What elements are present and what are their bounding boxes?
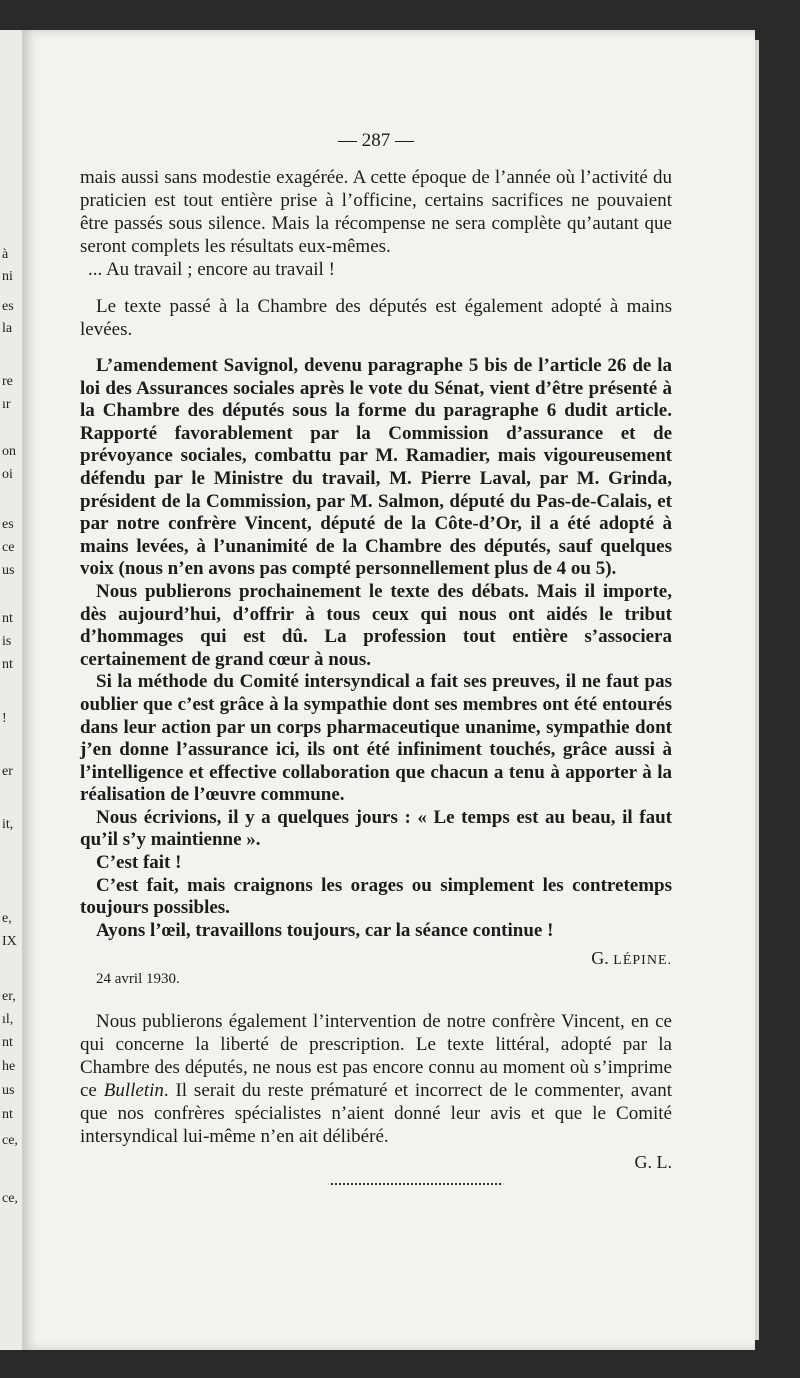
margin-fragment: nt bbox=[2, 1035, 13, 1050]
bold-paragraph-3: Si la méthode du Comité intersyndical a fait ses preuves, il ne faut pas oublier que c’est grâce à la sympathie dont ses membres ont été entourés dans leur action par un corps pharmaceutique unanime, sympathie dont j’en donne l’assurance ici, ils ont été infiniment touchés, grâce aussi à l’intelligence et effective collaboration que chacun a tenu à apporter à la réalisation de l’œuvre commune. bbox=[80, 671, 672, 806]
margin-fragment: oi bbox=[2, 467, 13, 482]
signature-name: LÉPINE. bbox=[613, 953, 672, 969]
margin-fragment: nt bbox=[2, 1107, 13, 1122]
bulletin-title: Bulletin bbox=[103, 1080, 164, 1102]
margin-fragment: ıl, bbox=[2, 1012, 14, 1027]
bold-paragraph-5: C’est fait ! bbox=[96, 852, 182, 874]
dotted-separator bbox=[331, 1183, 501, 1185]
margin-fragment: IX bbox=[2, 934, 17, 949]
margin-fragment: er, bbox=[2, 989, 16, 1004]
margin-fragment: ır bbox=[2, 397, 11, 412]
paragraph-4-text-a: Nous publierons également l’intervention de notre confrère Vincent, en ce qui concerne la liberté de prescription. Le texte littéral, adopté par la Chambre des députés, ne nous est pas encore connu au moment où s’imprime ce bbox=[80, 1011, 672, 1102]
margin-fragment: nt bbox=[2, 611, 13, 626]
page-number: — 287 — bbox=[338, 130, 414, 151]
margin-fragment: la bbox=[2, 321, 13, 336]
margin-fragment: es bbox=[2, 299, 14, 314]
bold-paragraph-1: L’amendement Savignol, devenu paragraphe 5 bis de l’article 26 de la loi des Assurances sociales après le vote du Sénat, vient d’être présenté à la Chambre des députés sous la forme du paragraphe 6 dudit article. Rapporté favorablement par la Commission d’assurance et de prévoyance sociales, combattu par M. Ramadier, mais vigoureusement défendu par le Ministre du travail, M. Pierre Laval, par M. Grinda, président de la Commission, par M. Salmon, député du Pas-de-Calais, et par notre confrère Vincent, député de la Côte-d’Or, il a été adopté à mains levées, à l’unanimité de la Chambre des députés, sauf quelques voix (nous n’en avons pas compté personnellement plus de 4 ou 5). bbox=[80, 355, 672, 580]
paragraph-4-text-b: . Il serait du reste prématuré et incorrect de le commenter, avant que nos confrères spécialistes n’aient donné leur avis et que le Comité intersyndical lui-même n’en ait délibéré. bbox=[80, 1080, 672, 1148]
margin-fragment: es bbox=[2, 517, 14, 532]
paragraph-1: mais aussi sans modestie exagérée. A cette époque de l’année où l’activité du praticien est tout entière prise à l’officine, certains sacrifices ne pouvaient être passés sous silence. Mais la récompense ne sera complète qu’autant que seront complets les résultats eux-mêmes. bbox=[80, 167, 672, 257]
margin-fragment: nt bbox=[2, 657, 13, 672]
margin-fragment: on bbox=[2, 444, 16, 459]
bold-paragraph-7: Ayons l’œil, travaillons toujours, car la séance continue ! bbox=[96, 919, 554, 941]
bold-paragraph-6: C’est fait, mais craignons les orages ou simplement les contretemps toujours possibles. bbox=[80, 874, 672, 919]
bold-section bbox=[80, 355, 672, 942]
signature-initial: G. bbox=[591, 948, 614, 969]
book-page bbox=[22, 30, 755, 1350]
margin-fragment: ce, bbox=[2, 1191, 18, 1206]
margin-fragment: us bbox=[2, 1083, 15, 1098]
margin-fragment: ! bbox=[2, 711, 7, 726]
bold-paragraph-4: Nous écrivions, il y a quelques jours : « Le temps est au beau, il faut qu’il s’y maintienne ». bbox=[80, 806, 672, 851]
margin-fragment: er bbox=[2, 764, 13, 779]
margin-fragment: ce bbox=[2, 540, 15, 555]
margin-fragment: he bbox=[2, 1059, 16, 1074]
page-edge bbox=[755, 40, 759, 1340]
facing-page-margin bbox=[0, 0, 22, 1378]
signature-2: G. L. bbox=[634, 1152, 672, 1173]
margin-fragment: ce, bbox=[2, 1133, 18, 1148]
margin-fragment: it, bbox=[2, 817, 14, 832]
date: 24 avril 1930. bbox=[96, 971, 180, 988]
bold-paragraph-2: Nous publierons prochainement le texte des débats. Mais il importe, dès aujourd’hui, d’offrir à tous ceux qui nous ont aidés le tribut d’hommages qui est dû. La profession tout entière s’associera certainement de grand cœur à nous. bbox=[80, 580, 672, 670]
signature bbox=[80, 948, 672, 969]
margin-fragment: e, bbox=[2, 911, 12, 926]
margin-fragment: us bbox=[2, 563, 15, 578]
margin-fragment: re bbox=[2, 374, 13, 389]
margin-fragment: à bbox=[2, 247, 9, 262]
paragraph-4 bbox=[80, 1010, 672, 1148]
paragraph-2: ... Au travail ; encore au travail ! bbox=[88, 259, 335, 280]
page-content bbox=[80, 130, 672, 1185]
margin-fragment: ni bbox=[2, 269, 13, 284]
margin-fragment: is bbox=[2, 634, 12, 649]
paragraph-3: Le texte passé à la Chambre des députés est également adopté à mains levées. bbox=[80, 296, 672, 340]
